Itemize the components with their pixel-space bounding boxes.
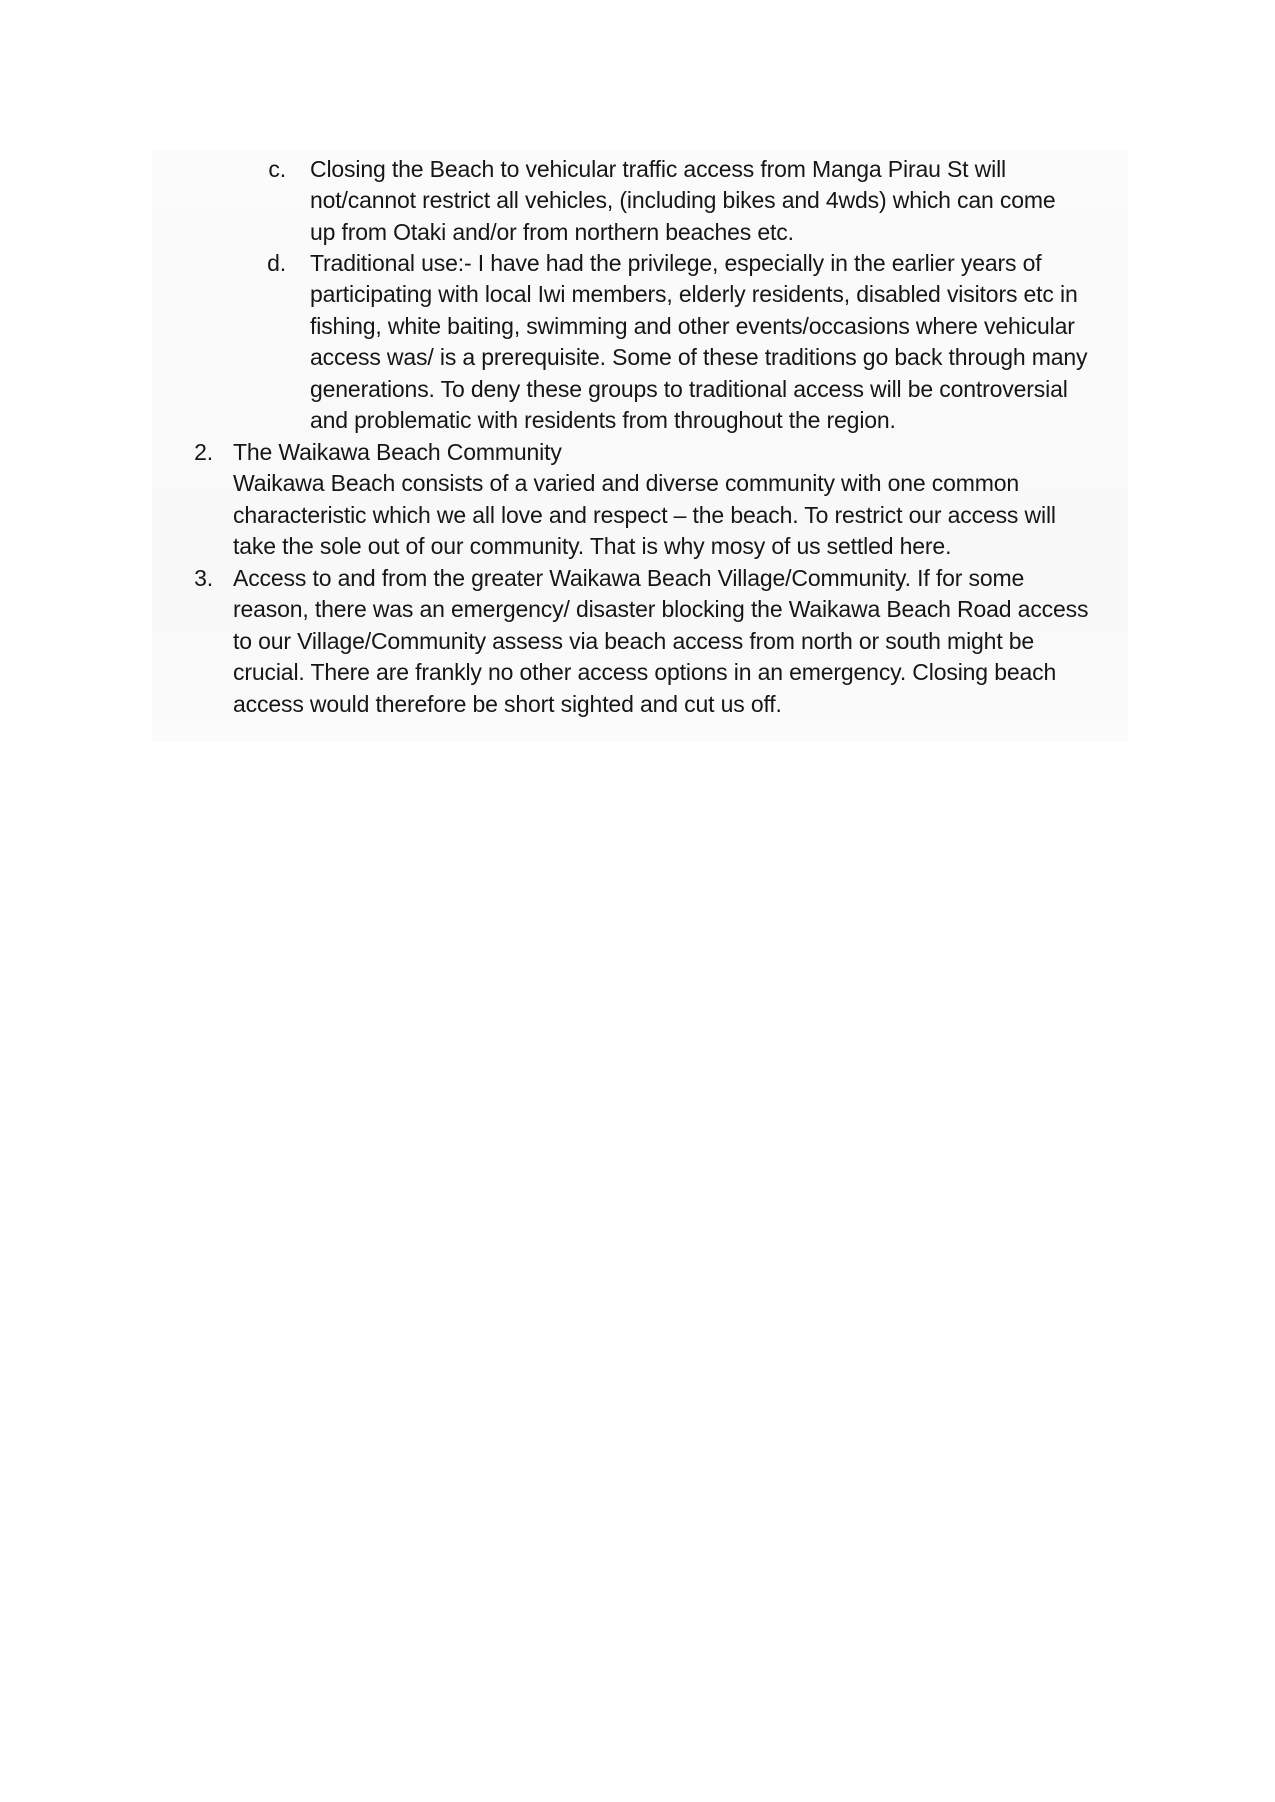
list-marker-c: c.: [268, 156, 286, 182]
paragraph-line: and problematic with residents from throughout the region.: [310, 407, 896, 434]
paragraph-line: up from Otaki and/or from northern beaches etc.: [310, 218, 794, 245]
list-marker-3: 3.: [194, 565, 213, 591]
list-item-2: [194, 437, 1056, 563]
paragraph-line: Access to and from the greater Waikawa Beach Village/Community. If for some: [233, 565, 1025, 591]
paragraph-line: fishing, white baiting, swimming and other events/occasions where vehicular: [310, 312, 1075, 339]
paragraph-line: generations. To deny these groups to traditional access will be controversial: [310, 375, 1068, 402]
paragraph-line: Closing the Beach to vehicular traffic access from Manga Pirau St will: [310, 156, 1006, 182]
paragraph-line: Traditional use:- I have had the privilege, especially in the earlier years of: [310, 250, 1042, 276]
paragraph-line: crucial. There are frankly no other access options in an emergency. Closing beach: [233, 659, 1057, 686]
paragraph-line: access was/ is a prerequisite. Some of these traditions go back through many: [310, 344, 1088, 371]
paragraph-line: take the sole out of our community. That is why mosy of us settled here.: [233, 533, 952, 560]
section-heading: The Waikawa Beach Community: [233, 439, 562, 465]
list-marker-d: d.: [267, 250, 286, 276]
list-item-c: [268, 154, 1056, 248]
paragraph-line: characteristic which we all love and respect – the beach. To restrict our access will: [233, 501, 1056, 528]
paragraph-line: participating with local Iwi members, elderly residents, disabled visitors etc in: [310, 281, 1078, 308]
list-item-3: [194, 563, 1089, 720]
list-marker-2: 2.: [194, 439, 213, 465]
paragraph-line: Waikawa Beach consists of a varied and diverse community with one common: [233, 470, 1020, 497]
list-item-d: [267, 248, 1088, 436]
paragraph-line: access would therefore be short sighted and cut us off.: [233, 690, 782, 717]
paragraph-line: reason, there was an emergency/ disaster blocking the Waikawa Beach Road access: [233, 596, 1089, 623]
paragraph-line: to our Village/Community assess via beach access from north or south might be: [233, 627, 1035, 654]
paragraph-line: not/cannot restrict all vehicles, (including bikes and 4wds) which can come: [310, 187, 1056, 214]
